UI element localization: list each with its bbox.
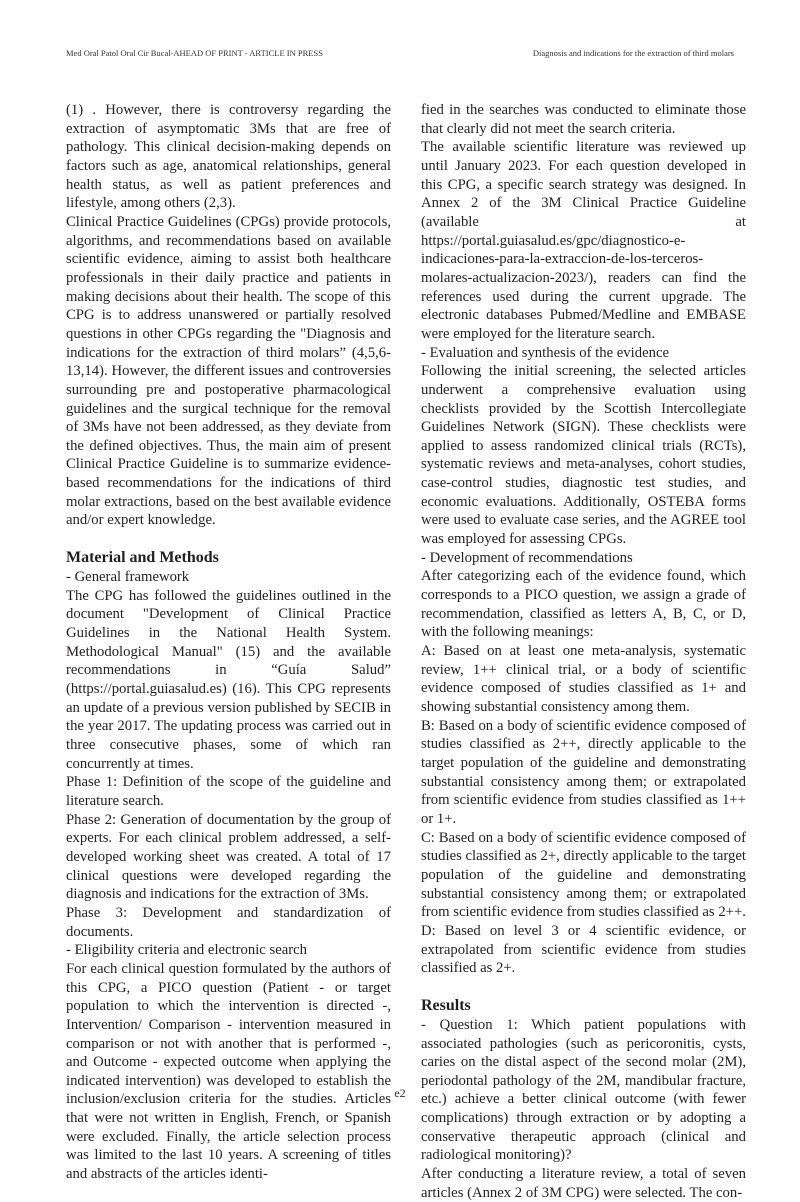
grade-b-paragraph: B: Based on a body of scientific evidence composed of studies classified as 2++, directly applicable to the target population of the guideline and demonstrating substantial consistency among them; or extrapolated from scientific evidence from studies classified as 1++ or 1+. [421,717,746,827]
grade-d-paragraph: D: Based on level 3 or 4 scientific evidence, or extrapolated from scientific evidence from studies classified as 2+. [421,922,746,977]
results-paragraph: After conducting a literature review, a total of seven articles (Annex 2 of 3M CPG) were selected. The con- [421,1166,746,1201]
phase-2-paragraph: Phase 2: Generation of documentation by the group of experts. For each clinical problem addressed, a self-developed working sheet was created. A total of 17 clinical questions were developed regarding the diagnosis and indications for the extraction of 3Ms. [66,811,391,903]
page-number: e2 [394,1086,406,1100]
running-head-title: Diagnosis and indications for the extraction of third molars [532,48,734,58]
section-heading-results: Results [421,996,471,1014]
phase-1-paragraph: Phase 1: Definition of the scope of the guideline and literature search. [66,774,391,809]
intro-paragraph-2: Clinical Practice Guidelines (CPGs) provide protocols, algorithms, and recommendations based on available scientific evidence, aiming to assist both healthcare professionals in their daily practice and patients in making decisions about their health. The scope of this CPG is to address unanswered or partially resolved questions in other CPGs regarding the "Diagnosis and indications for the extraction of third molars” (4,5,6-13,14). However, the different issues and controversies surrounding pre and postoperative pharmacological guidelines and the surgical technique for the removal of 3Ms have not been addressed, as they deviate from the defined objectives. Thus, the main aim of present Clinical Practice Guideline is to summarize evidence-based recommendations for the indications of third molar extractions, based on the best available evidence and/or expert knowledge. [66,213,391,529]
general-framework-paragraph: The CPG has followed the guidelines outlined in the document "Development of Clinical Practice Guidelines in the National Health System. Methodological Manual" (15) and the available recommendations in “Guía Salud” (https://portal.guiasalud.es) (16). This CPG represents an update of a previous version published by SECIB in the year 2017. The updating process was carried out in three consecutive phases, some of which ran concurrently at times. [66,587,391,772]
subsection-label-recommendations: - Development of recommendations [421,549,633,566]
evaluation-paragraph: Following the initial screening, the selected articles underwent a comprehensive evaluation using checklists provided by the Scottish Intercollegiate Guidelines Network (SIGN). These checklists were applied to assess randomized clinical trials (RCTs), systematic reviews and meta-analyses, cohort studies, case-control studies, diagnostic test studies, and economic evaluations. Additionally, OSTEBA forms were used to evaluate case series, and the AGREE tool was employed for assessing CPGs. [421,363,746,548]
subsection-label-general: - General framework [66,569,190,586]
left-column [66,101,391,1184]
right-column [421,101,746,1202]
screening-paragraph: fied in the searches was conducted to eliminate those that clearly did not meet the search criteria. [421,102,746,137]
subsection-label-eligibility: - Eligibility criteria and electronic search [66,942,308,959]
question-1-paragraph: - Question 1: Which patient populations with associated pathologies (such as pericoronitis, cysts, caries on the distal aspect of the second molar (2M), periodontal pathology of the 2M, mandibular fracture, etc.) achieve a better clinical outcome (with fewer complications) through extraction or by adopting a conservative therapeutic approach (clinical and radiological monitoring)? [421,1016,746,1164]
eligibility-paragraph: For each clinical question formulated by the authors of this CPG, a PICO question (Patient - or target population to which the intervention is directed -, Intervention/ Comparison - intervention measured in comparison or not with another that is performed -, and Outcome - expected outcome when applying the indicated intervention) was developed to establish the inclusion/exclusion criteria for the studies. Articles that were not written in English, French, or Spanish were excluded. Finally, the article selection process was limited to the last 10 years. A screening of titles and abstracts of the articles identi- [66,960,391,1183]
recommendations-paragraph: After categorizing each of the evidence found, which corresponds to a PICO question, we assign a grade of recommendation, classified as letters A, B, C, or D, with the following meanings: [421,568,746,641]
intro-paragraph-1: (1) . However, there is controversy regarding the extraction of asymptomatic 3Ms that are free of pathology. This clinical decision-making depends on factors such as age, anatomical relationships, general health status, as well as patient preferences and lifestyle, among others (2,3). [66,102,391,212]
grade-c-paragraph: C: Based on a body of scientific evidence composed of studies classified as 2+, directly applicable to the target population of the guideline and demonstrating substantial consistency among them; or extrapolated from scientific evidence from studies classified as 2++. [421,829,746,921]
phase-3-paragraph: Phase 3: Development and standardization of documents. [66,904,391,940]
subsection-label-evaluation: - Evaluation and synthesis of the evidence [421,344,669,361]
section-gap [421,978,746,996]
grade-a-paragraph: A: Based on at least one meta-analysis, systematic review, 1++ clinical trial, or a body of scientific evidence composed of studies classified as 1+ and showing substantial consistency among them. [421,643,746,715]
literature-paragraph: The available scientific literature was reviewed up until January 2023. For each question developed in this CPG, a specific search strategy was designed. In Annex 2 of the 3M Clinical Practice Guideline (available at https://portal.guiasalud.es/gpc/diagnostico-e-indicaciones-para-la-extraccion-de-los-terceros-molares-actualizacion-2023/), readers can find the references used during the current upgrade. The electronic databases Pubmed/Medline and EMBASE were employed for the literature search. [421,139,746,342]
section-gap [66,530,391,548]
running-head-journal: Med Oral Patol Oral Cir Bucal-AHEAD OF PRINT - ARTICLE IN PRESS [66,48,323,58]
section-heading-methods: Material and Methods [66,549,219,567]
